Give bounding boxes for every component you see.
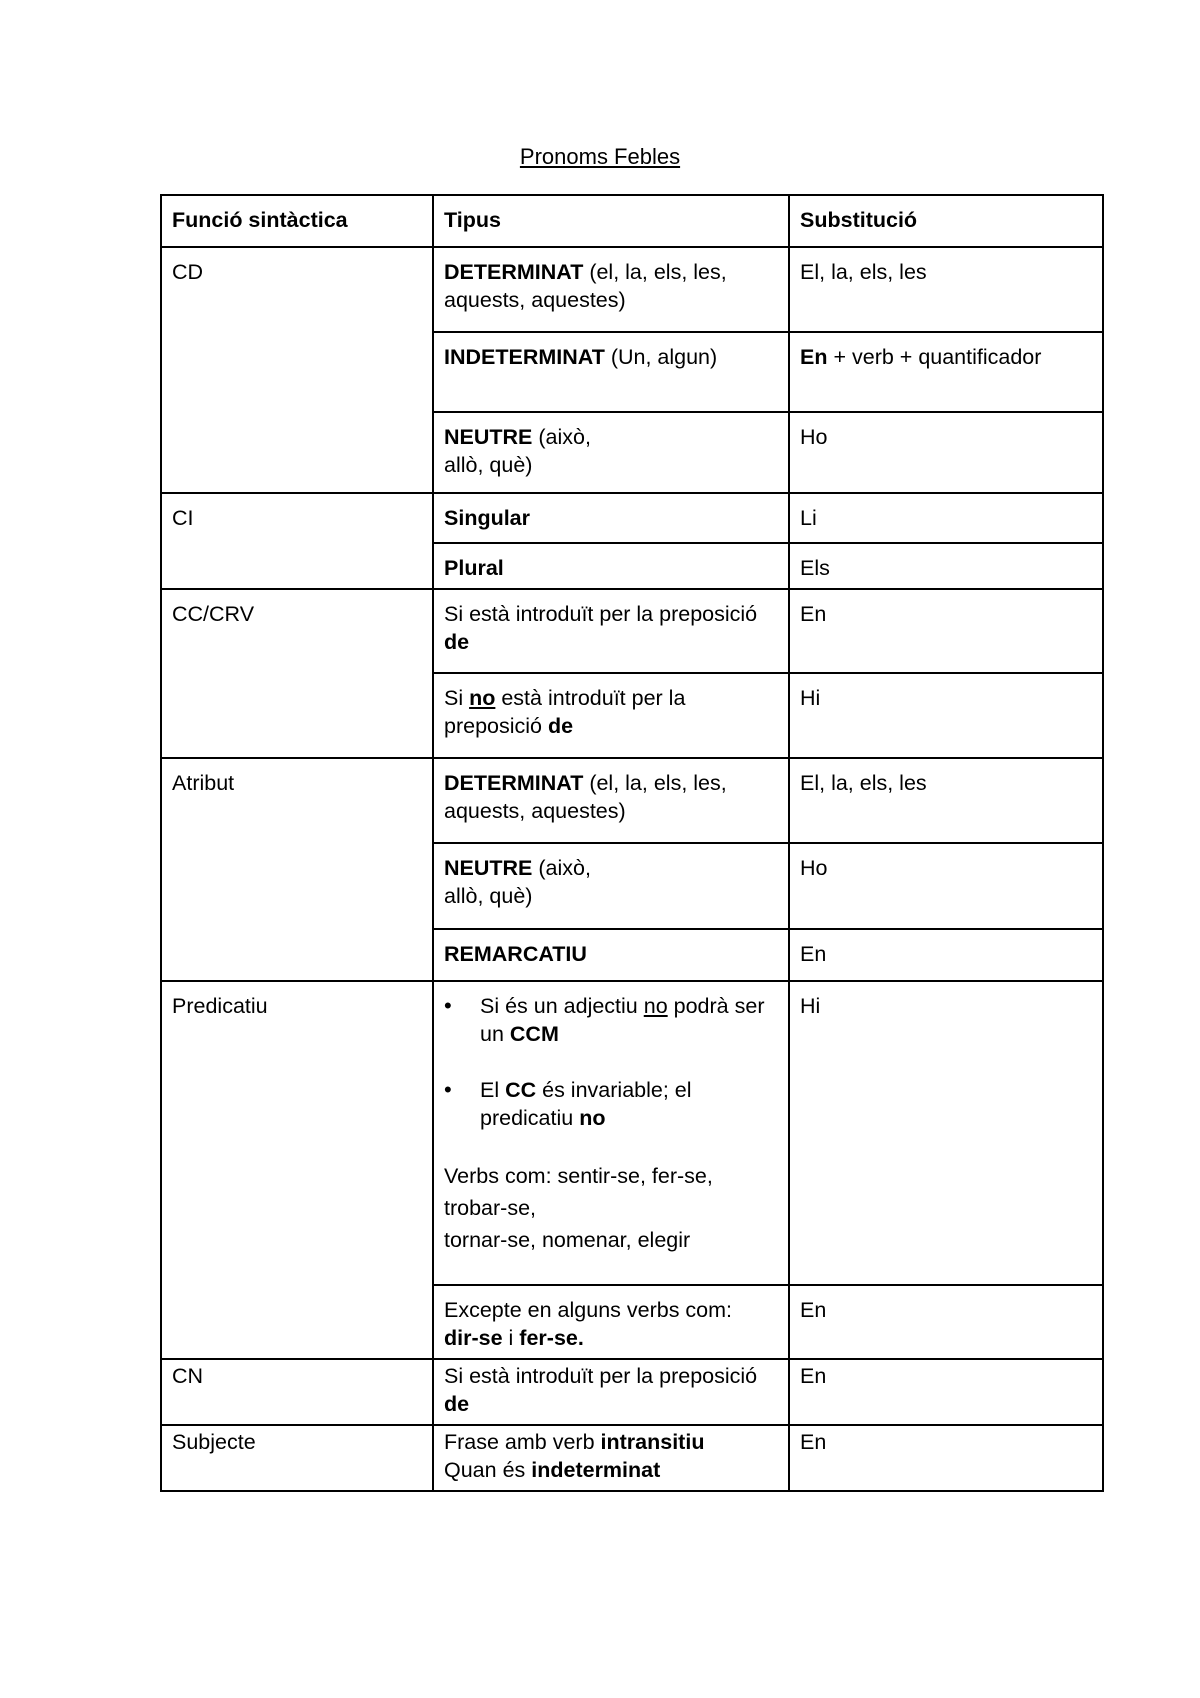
substitution-cell: Hi [789,673,1103,758]
substitution-cell: Ho [789,412,1103,493]
function-cell: Predicatiu [161,981,433,1359]
table-row [161,493,1103,543]
substitution-cell: En + verb + quantificador [789,332,1103,412]
table-row [161,247,1103,332]
type-cell: Plural [433,543,789,589]
type-cell: Si està introduït per la preposició de [433,589,789,673]
function-cell: CC/CRV [161,589,433,758]
type-cell: Si està introduït per la preposició de [433,1359,789,1425]
substitution-cell: Ho [789,843,1103,929]
type-cell: Singular [433,493,789,543]
substitution-cell: En [789,929,1103,981]
type-cell: DETERMINAT (el, la, els, les, aquests, aquestes) [433,758,789,843]
type-cell [433,981,789,1285]
table-row [161,589,1103,673]
header-cell: Tipus [433,195,789,247]
header-cell: Substitució [789,195,1103,247]
type-cell: REMARCATIU [433,929,789,981]
function-cell: Atribut [161,758,433,981]
function-cell: CN [161,1359,433,1425]
substitution-cell: Hi [789,981,1103,1285]
type-cell: NEUTRE (això, allò, què) [433,412,789,493]
list-item: • El CC és invariable; el predicatiu no [480,1076,778,1132]
substitution-cell: Els [789,543,1103,589]
header-cell: Funció sintàctica [161,195,433,247]
verbs-note: Verbs com: sentir-se, fer-se, trobar-se, tornar-se, nomenar, elegir [444,1164,713,1252]
substitution-cell: El, la, els, les [789,247,1103,332]
type-cell: DETERMINAT (el, la, els, les, aquests, aquestes) [433,247,789,332]
substitution-cell: En [789,1285,1103,1359]
function-cell: CI [161,493,433,589]
function-cell: Subjecte [161,1425,433,1491]
table-row [161,758,1103,843]
table-row [161,981,1103,1285]
substitution-cell: En [789,589,1103,673]
substitution-cell: Li [789,493,1103,543]
substitution-cell: El, la, els, les [789,758,1103,843]
substitution-cell: En [789,1359,1103,1425]
type-cell: Si no està introduït per la preposició de [433,673,789,758]
bullet-list [444,992,778,1132]
list-item: • Si és un adjectiu no podrà ser un CCM [480,992,778,1048]
pronouns-table [160,194,1104,1492]
type-cell: NEUTRE (això, allò, què) [433,843,789,929]
type-cell: Frase amb verb intransitiu Quan és indeterminat [433,1425,789,1491]
type-cell: INDETERMINAT (Un, algun) [433,332,789,412]
header-row [161,195,1103,247]
table-row [161,1359,1103,1425]
substitution-cell: En [789,1425,1103,1491]
table-row [161,1425,1103,1491]
document-title: Pronoms Febles [519,144,681,169]
type-cell: Excepte en alguns verbs com: dir-se i fer-se. [433,1285,789,1359]
function-cell: CD [161,247,433,493]
